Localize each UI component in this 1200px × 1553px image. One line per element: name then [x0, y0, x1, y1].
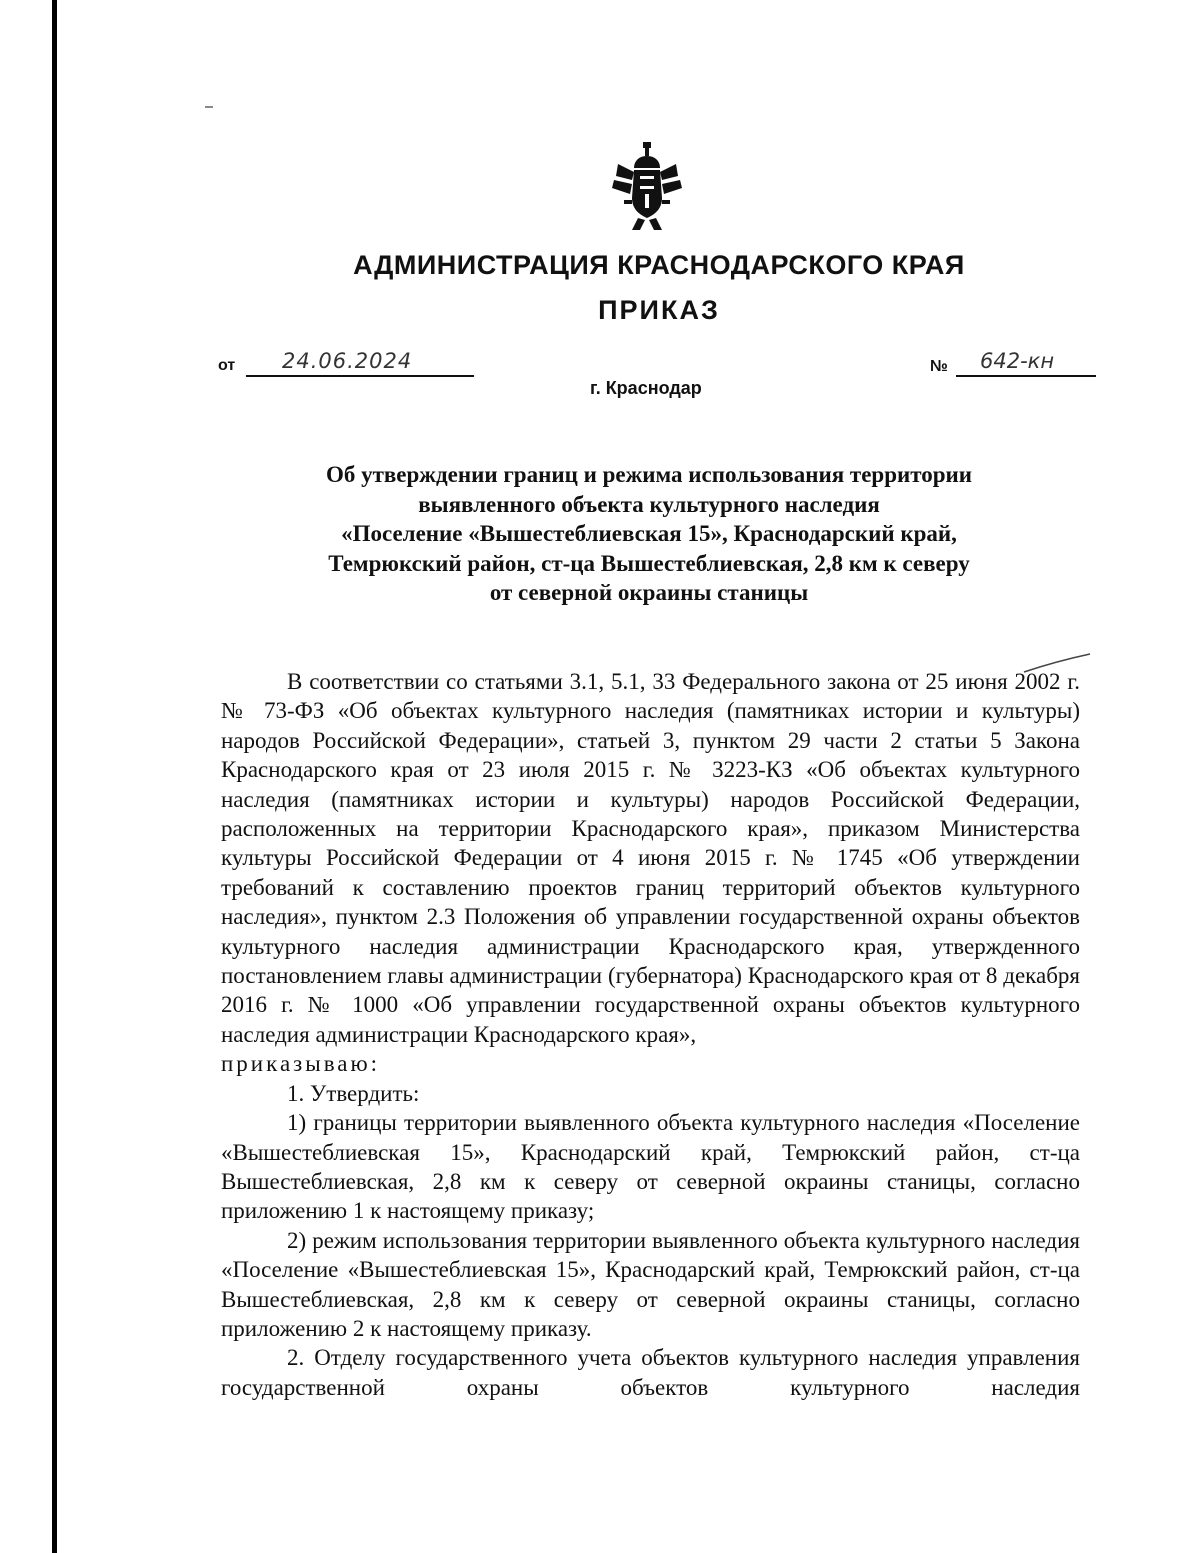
organization-title: АДМИНИСТРАЦИЯ КРАСНОДАРСКОГО КРАЯ — [353, 250, 965, 280]
coat-of-arms-icon — [612, 142, 682, 230]
document-title — [240, 460, 1058, 608]
title-line: Об утверждении границ и режима использования территории — [325, 462, 973, 487]
handwritten-date: 24.06.2024 — [282, 349, 413, 373]
handwritten-number: 642-кн — [980, 349, 1055, 373]
title-line: «Поселение «Вышестеблиевская 15», Краснодарский край, — [341, 521, 957, 546]
title-line: выявленного объекта культурного наследия — [418, 491, 880, 517]
city-label: г. Краснодар — [590, 378, 702, 398]
order-word: приказываю: — [221, 1051, 381, 1077]
scan-edge-bar — [52, 0, 57, 1553]
list-item: 2) режим использования территории выявленного объекта культурного наследия «Поселение «Вышестеблиевская 15», Краснодарский край, Темрюкский район, ст-ца Вышестеблиевская, 2,8 км к северу от северной окраины станицы, согласно приложению 2 к настоящему приказу. — [221, 1227, 1080, 1341]
document-body — [221, 667, 1080, 1402]
date-label: от — [218, 357, 236, 374]
title-line: от северной окраины станицы — [489, 580, 809, 605]
date-underline — [246, 375, 474, 377]
number-label: № — [930, 358, 948, 375]
list-item: 1. Утвердить: — [287, 1080, 420, 1106]
title-line: Темрюкский район, ст-ца Вышестеблиевская, 2,8 км к северу — [328, 550, 970, 576]
number-underline — [956, 375, 1096, 377]
preamble-paragraph: В соответствии со статьями 3.1, 5.1, 33 Федерального закона от 25 июня 2002 г. № 73-ФЗ «Об объектах культурного наследия (памятниках истории и культуры) народов Российской Федерации», статьей 3, пунктом 29 части 2 статьи 5 Закона Краснодарского края от 23 июля 2015 г. № 3223-КЗ «Об объектах культурного наследия (памятниках истории и культуры) народов Российской Федерации, расположенных на территории Краснодарского края», приказом Министерства культуры Российской Федерации от 4 июня 2015 г. № 1745 «Об утверждении требований к составлению проектов границ территорий объектов культурного наследия», пунктом 2.3 Положения об управлении государственной охраны объектов культурного наследия администрации Краснодарского края, утвержденного постановлением главы администрации (губернатора) Краснодарского края от 8 декабря 2016 г. № 1000 «Об управлении государственной охраны объектов культурного наследия администрации Краснодарского края», — [221, 669, 1080, 1047]
list-item: 1) границы территории выявленного объекта культурного наследия «Поселение «Вышестеблиевская 15», Краснодарский край, Темрюкский район, ст-ца Вышестеблиевская, 2,8 км к северу от северной окраины станицы, согласно приложению 1 к настоящему приказу; — [221, 1110, 1080, 1224]
document-type: ПРИКАЗ — [598, 295, 720, 325]
scan-speck — [205, 106, 213, 108]
list-item: 2. Отделу государственного учета объектов культурного наследия управления государственной охраны объектов культурного наследия — [221, 1345, 1080, 1400]
